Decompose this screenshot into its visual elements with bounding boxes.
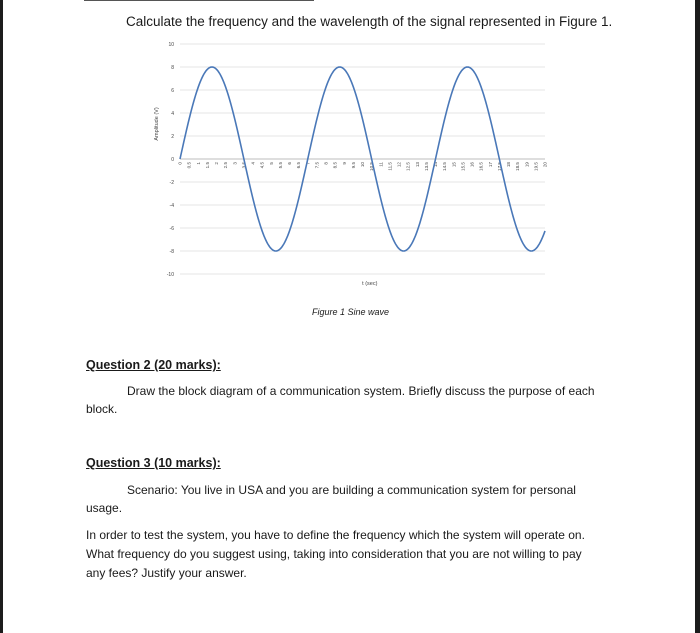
x-tick-label: 8.5 <box>332 162 338 169</box>
top-rule <box>84 0 314 1</box>
x-tick-label: 14 <box>433 162 438 168</box>
y-tick-label: -2 <box>169 180 174 186</box>
y-tick-label: 10 <box>168 42 174 48</box>
x-tick-label: 10 <box>360 162 365 168</box>
x-tick-label: 16.5 <box>478 162 484 171</box>
y-tick-label: 8 <box>171 65 174 71</box>
x-tick-label: 19.5 <box>533 162 539 171</box>
question1-text: Calculate the frequency and the wavelength of the signal represented in Figure 1. <box>126 14 613 29</box>
x-tick-label: 0.5 <box>186 162 192 169</box>
question2-body-line1: Draw the block diagram of a communication system. Briefly discuss the purpose of each <box>127 384 595 398</box>
x-tick-label: 9 <box>341 162 347 165</box>
x-tick-label: 7 <box>305 162 311 165</box>
page-left-edge <box>0 0 3 633</box>
y-tick-label: 0 <box>171 157 174 163</box>
question3-scenario-line1: Scenario: You live in USA and you are building a communication system for personal <box>127 483 576 497</box>
x-tick-label: 15 <box>451 162 457 168</box>
x-tick-label: 4.5 <box>259 162 265 169</box>
x-tick-label: 2 <box>214 162 219 165</box>
x-tick-label: 5 <box>268 162 274 165</box>
y-axis-title: Amplitude (V) <box>154 107 160 141</box>
x-tick-label: 3.5 <box>241 162 247 169</box>
x-tick-label: 14.5 <box>442 162 448 171</box>
x-tick-label: 2.5 <box>223 162 229 169</box>
x-tick-label: 20 <box>542 162 548 168</box>
x-tick-label: 1.5 <box>204 162 210 169</box>
x-tick-label: 17 <box>487 162 493 168</box>
x-tick-label: 8 <box>323 162 329 165</box>
x-tick-label: 15.5 <box>460 162 466 171</box>
y-tick-label: -4 <box>169 203 174 209</box>
question2-heading: Question 2 (20 marks): <box>86 358 221 372</box>
x-tick-label: 5.5 <box>277 162 283 169</box>
question3-para-line1: In order to test the system, you have to define the frequency which the system will operate on. <box>86 528 585 542</box>
x-tick-label: 10.5 <box>369 162 375 171</box>
x-tick-label: 1 <box>195 162 201 165</box>
x-tick-label: 19 <box>524 162 530 168</box>
y-tick-label: -6 <box>169 226 174 232</box>
x-tick-label: 18 <box>506 162 511 168</box>
y-tick-label: 2 <box>171 134 174 140</box>
x-tick-label: 7.5 <box>314 162 320 169</box>
x-tick-label: 13.5 <box>423 162 429 171</box>
question3-para-line2: What frequency do you suggest using, taking into consideration that you are not willing to pay <box>86 547 582 561</box>
x-tick-label: 11.5 <box>387 162 393 171</box>
figure-caption: Figure 1 Sine wave <box>312 307 390 317</box>
sine-wave-chart <box>145 34 557 287</box>
x-tick-label: 0 <box>177 162 183 165</box>
x-tick-label: 11 <box>378 162 384 167</box>
x-tick-label: 12 <box>396 162 402 168</box>
x-tick-label: 17.5 <box>496 162 502 171</box>
x-axis-title: t (sec) <box>362 281 378 287</box>
x-tick-label: 6.5 <box>296 162 302 169</box>
page-right-edge <box>695 0 700 633</box>
y-tick-label: -10 <box>166 272 174 278</box>
y-tick-label: 4 <box>171 111 174 117</box>
x-tick-label: 16 <box>469 162 475 168</box>
x-tick-label: 9.5 <box>350 162 356 169</box>
question3-heading: Question 3 (10 marks): <box>86 456 221 470</box>
x-tick-label: 18.5 <box>515 162 521 171</box>
x-tick-label: 3 <box>232 162 238 165</box>
question3-scenario-line2: usage. <box>86 501 123 515</box>
question3-para-line3: any fees? Justify your answer. <box>86 566 247 580</box>
y-tick-label: 6 <box>171 88 174 94</box>
x-tick-label: 12.5 <box>405 162 411 171</box>
question2-body-line2: block. <box>86 402 118 416</box>
x-tick-label: 6 <box>287 162 292 165</box>
y-tick-label: -8 <box>169 249 174 255</box>
x-tick-label: 13 <box>414 162 420 168</box>
x-tick-label: 4 <box>250 162 256 165</box>
